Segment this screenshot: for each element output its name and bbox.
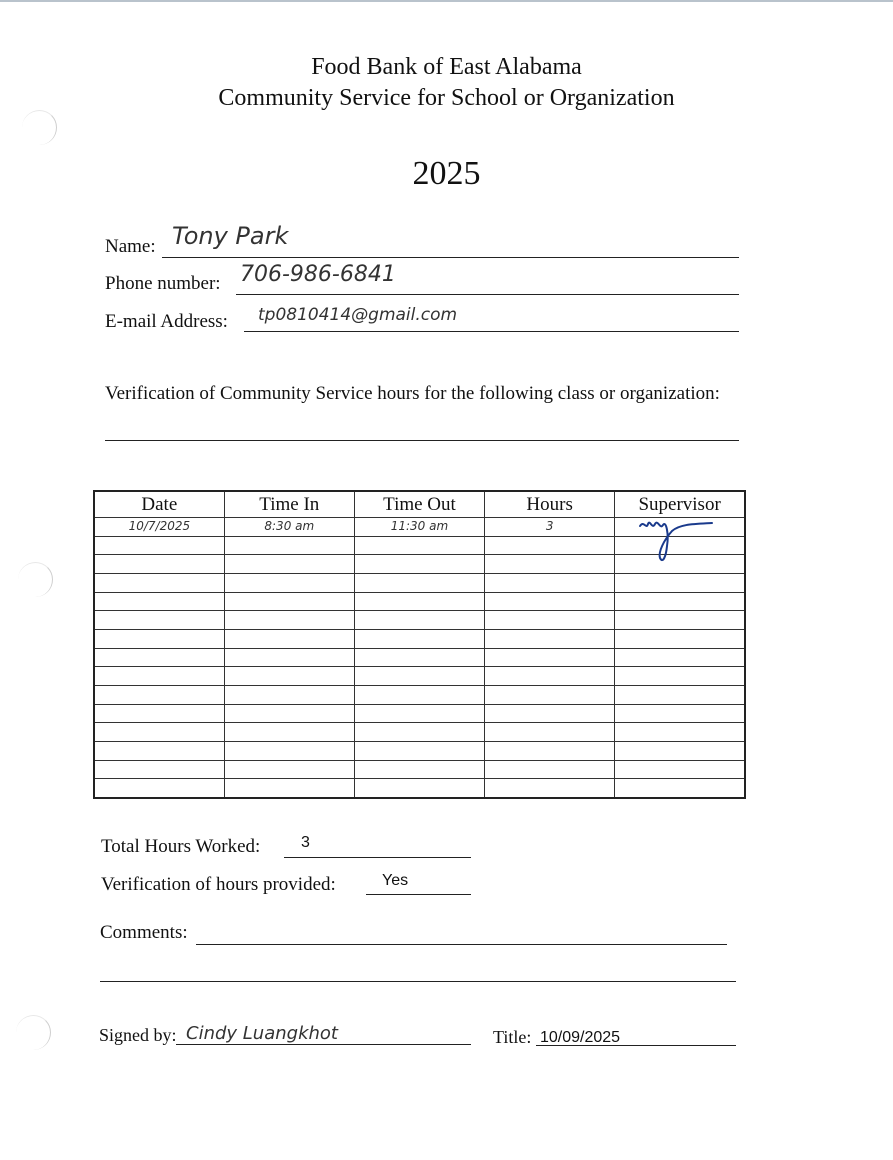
cell-time-in[interactable] — [224, 667, 354, 686]
cell-time-out[interactable] — [354, 573, 484, 592]
col-date: Date — [94, 491, 224, 518]
verification-field[interactable] — [105, 440, 739, 441]
hours-table-header — [94, 491, 745, 518]
cell-hours[interactable] — [485, 779, 615, 798]
table-row — [94, 741, 745, 760]
cell-time-out[interactable] — [354, 723, 484, 742]
cell-time-in[interactable] — [224, 573, 354, 592]
cell-hours[interactable] — [485, 518, 615, 537]
cell-supervisor[interactable] — [615, 611, 745, 630]
name-value: Tony Park — [172, 222, 289, 250]
table-row — [94, 723, 745, 742]
cell-time-in[interactable] — [224, 629, 354, 648]
cell-time-in[interactable] — [224, 685, 354, 704]
cell-time-out[interactable] — [354, 779, 484, 798]
cell-time-in[interactable] — [224, 555, 354, 574]
time-in-value: 8:30 am — [264, 519, 315, 534]
table-row — [94, 592, 745, 611]
signed-by-field[interactable] — [176, 1044, 471, 1045]
cell-time-in[interactable] — [224, 704, 354, 723]
cell-time-out[interactable] — [354, 611, 484, 630]
cell-date[interactable] — [94, 667, 224, 686]
cell-date[interactable] — [94, 518, 224, 537]
cell-supervisor[interactable] — [615, 779, 745, 798]
table-row — [94, 573, 745, 592]
table-row — [94, 685, 745, 704]
cell-time-in[interactable] — [224, 723, 354, 742]
table-row — [94, 667, 745, 686]
cell-supervisor[interactable] — [615, 704, 745, 723]
cell-time-in[interactable] — [224, 536, 354, 555]
cell-date[interactable] — [94, 723, 224, 742]
col-time-in: Time In — [224, 491, 354, 518]
cell-supervisor[interactable] — [615, 648, 745, 667]
hours-value: 3 — [545, 519, 554, 534]
cell-supervisor[interactable] — [615, 629, 745, 648]
form-year: 2025 — [412, 155, 481, 192]
cell-supervisor[interactable] — [615, 741, 745, 760]
cell-date[interactable] — [94, 536, 224, 555]
date-value: 10/7/2025 — [128, 519, 191, 534]
cell-hours[interactable] — [485, 611, 615, 630]
cell-supervisor[interactable] — [615, 573, 745, 592]
cell-time-in[interactable] — [224, 760, 354, 779]
comments-field-line-2[interactable] — [100, 981, 736, 982]
col-time-out: Time Out — [354, 491, 484, 518]
cell-hours[interactable] — [485, 760, 615, 779]
cell-hours[interactable] — [485, 741, 615, 760]
table-row — [94, 760, 745, 779]
form-subtitle: Community Service for School or Organization — [218, 85, 675, 111]
punch-hole-mark-bottom — [16, 1015, 51, 1050]
cell-supervisor[interactable] — [615, 685, 745, 704]
cell-time-out[interactable] — [354, 536, 484, 555]
cell-date[interactable] — [94, 779, 224, 798]
verification-provided-label: Verification of hours provided: — [101, 874, 336, 895]
total-hours-value: 3 — [301, 834, 310, 851]
cell-supervisor[interactable] — [615, 592, 745, 611]
cell-time-out[interactable] — [354, 685, 484, 704]
table-row — [94, 611, 745, 630]
cell-date[interactable] — [94, 555, 224, 574]
cell-hours[interactable] — [485, 648, 615, 667]
cell-hours[interactable] — [485, 592, 615, 611]
table-row — [94, 779, 745, 798]
cell-time-out[interactable] — [354, 704, 484, 723]
phone-label: Phone number: — [105, 273, 221, 294]
comments-field[interactable] — [196, 944, 727, 945]
table-row — [94, 648, 745, 667]
email-value: tp0810414@gmail.com — [258, 305, 458, 325]
cell-hours[interactable] — [485, 723, 615, 742]
cell-date[interactable] — [94, 611, 224, 630]
cell-time-out[interactable] — [354, 741, 484, 760]
cell-hours[interactable] — [485, 536, 615, 555]
cell-hours[interactable] — [485, 704, 615, 723]
cell-date[interactable] — [94, 741, 224, 760]
cell-date[interactable] — [94, 592, 224, 611]
time-out-value: 11:30 am — [390, 519, 449, 534]
comments-label: Comments: — [100, 922, 188, 943]
cell-supervisor[interactable] — [615, 723, 745, 742]
email-label: E-mail Address: — [105, 311, 228, 332]
cell-time-in[interactable] — [224, 518, 354, 537]
cell-time-out[interactable] — [354, 592, 484, 611]
cell-time-in[interactable] — [224, 592, 354, 611]
cell-time-out[interactable] — [354, 629, 484, 648]
cell-hours[interactable] — [485, 667, 615, 686]
supervisor-signature — [636, 516, 716, 566]
table-row — [94, 704, 745, 723]
cell-time-in[interactable] — [224, 779, 354, 798]
cell-hours[interactable] — [485, 573, 615, 592]
table-row — [94, 629, 745, 648]
cell-time-in[interactable] — [224, 611, 354, 630]
cell-date[interactable] — [94, 573, 224, 592]
name-label: Name: — [105, 236, 156, 257]
cell-time-in[interactable] — [224, 741, 354, 760]
org-title: Food Bank of East Alabama — [311, 54, 582, 80]
cell-date[interactable] — [94, 704, 224, 723]
signed-by-label: Signed by: — [99, 1025, 177, 1045]
phone-field[interactable] — [236, 294, 739, 295]
verification-provided-value: Yes — [382, 872, 409, 889]
cell-time-out[interactable] — [354, 648, 484, 667]
punch-hole-mark-top — [22, 110, 57, 145]
total-hours-field[interactable] — [284, 857, 471, 858]
col-hours: Hours — [485, 491, 615, 518]
col-supervisor: Supervisor — [615, 491, 745, 518]
cell-date[interactable] — [94, 685, 224, 704]
cell-time-out[interactable] — [354, 555, 484, 574]
signed-by-value: Cindy Luangkhot — [186, 1023, 338, 1044]
email-field[interactable] — [244, 331, 739, 332]
cell-time-out[interactable] — [354, 518, 484, 537]
title-value: 10/09/2025 — [540, 1029, 621, 1046]
cell-hours[interactable] — [485, 555, 615, 574]
verification-provided-field[interactable] — [366, 894, 471, 895]
title-label: Title: — [493, 1027, 532, 1047]
cell-time-out[interactable] — [354, 760, 484, 779]
phone-value: 706-986-6841 — [240, 262, 396, 287]
cell-date[interactable] — [94, 760, 224, 779]
cell-date[interactable] — [94, 648, 224, 667]
punch-hole-mark-middle — [18, 562, 53, 597]
cell-date[interactable] — [94, 629, 224, 648]
cell-time-out[interactable] — [354, 667, 484, 686]
cell-supervisor[interactable] — [615, 760, 745, 779]
cell-hours[interactable] — [485, 685, 615, 704]
verification-label: Verification of Community Service hours for the following class or organization: — [105, 383, 720, 404]
name-field[interactable] — [162, 257, 739, 258]
total-hours-label: Total Hours Worked: — [101, 836, 261, 857]
scan-top-edge — [0, 0, 893, 2]
cell-hours[interactable] — [485, 629, 615, 648]
cell-supervisor[interactable] — [615, 667, 745, 686]
cell-time-in[interactable] — [224, 648, 354, 667]
